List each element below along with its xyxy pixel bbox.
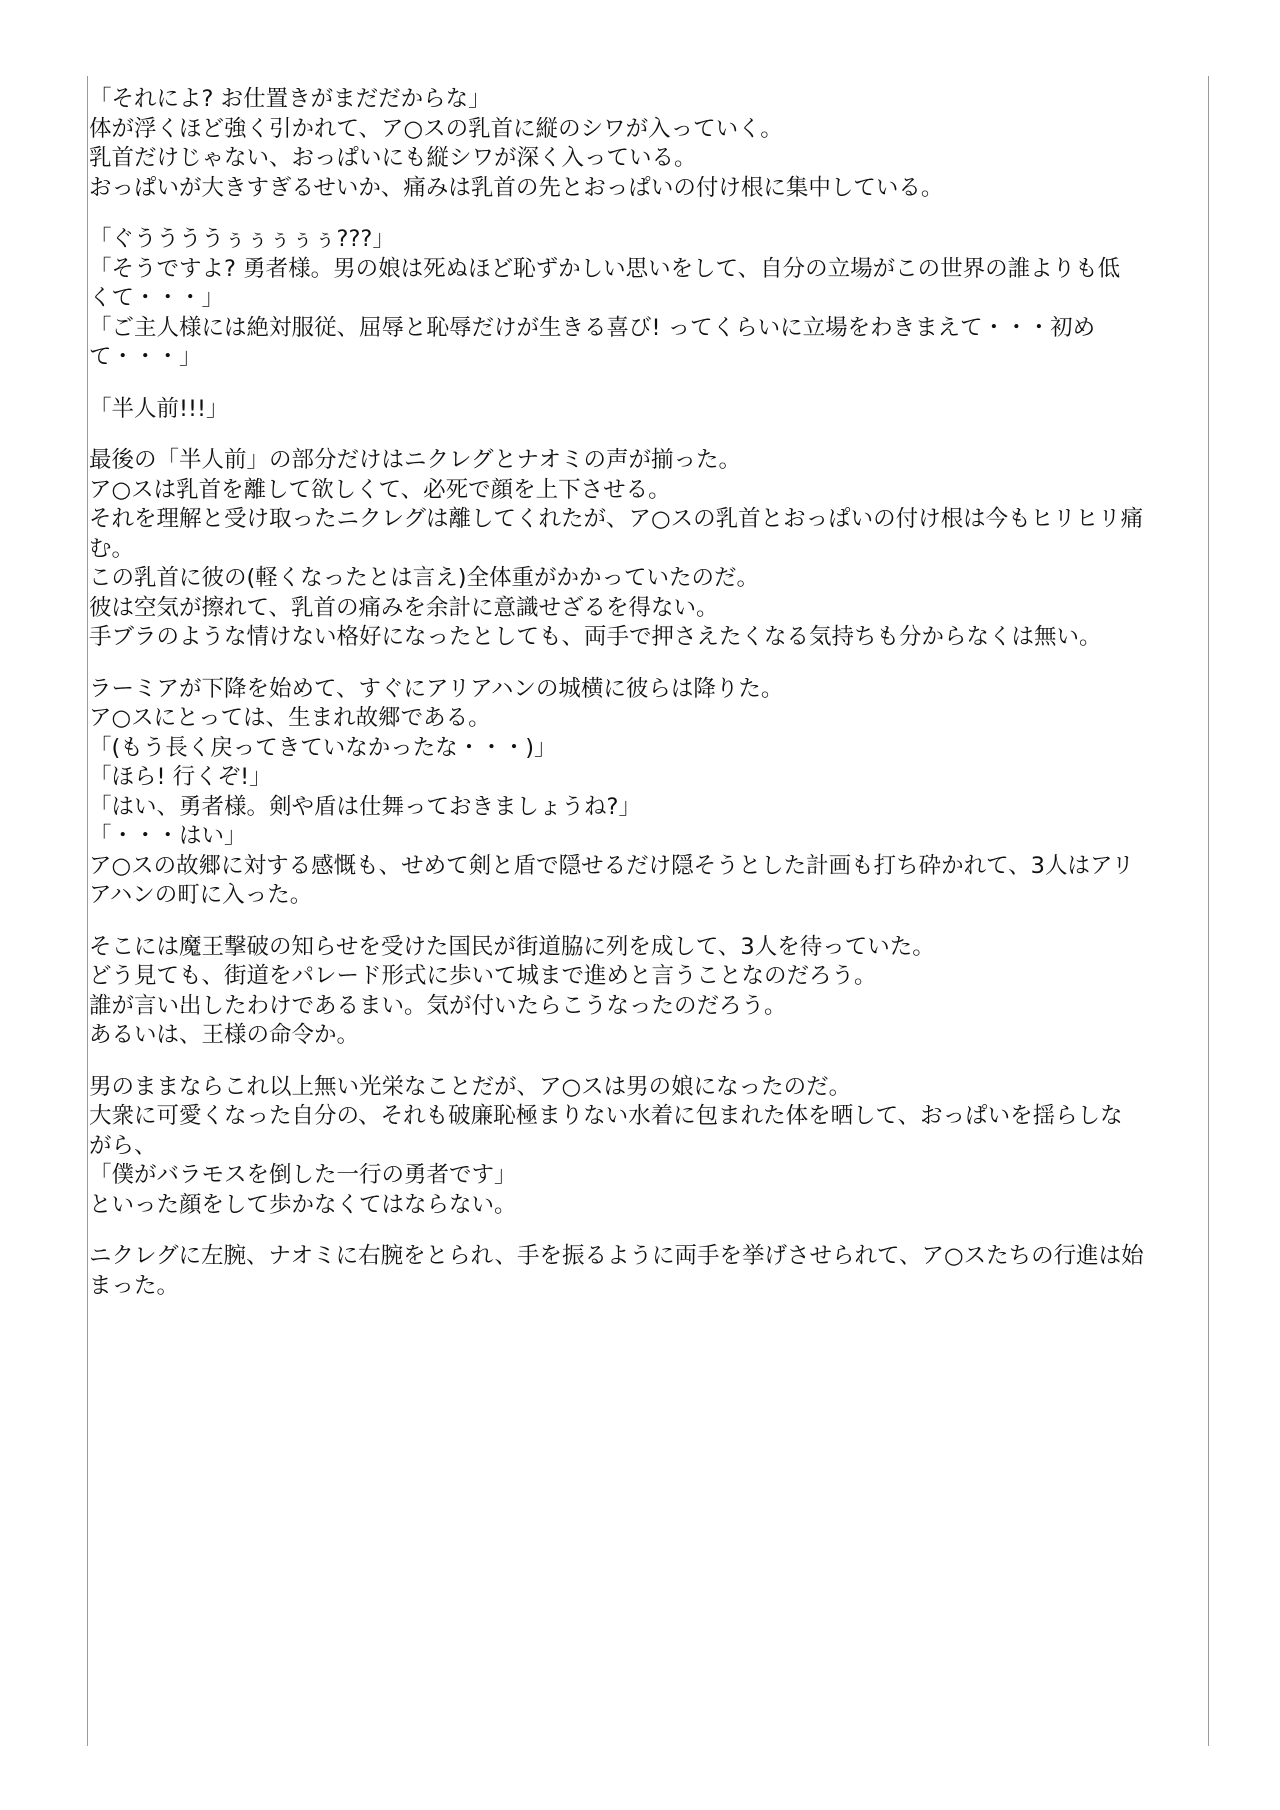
text-line: ア○スの故郷に対する感慨も、せめて剣と盾で隠せるだけ隠そうとした計画も打ち砕かれて、3人はアリ <box>89 852 1135 879</box>
text-line: 「はい、勇者様。剣や盾は仕舞っておきましょうね?」 <box>89 793 641 820</box>
text-line: おっぱいが大きすぎるせいか、痛みは乳首の先とおっぱいの付け根に集中している。 <box>89 174 944 201</box>
text-line: 彼は空気が擦れて、乳首の痛みを余計に意識せざるを得ない。 <box>89 594 719 621</box>
paragraph <box>89 395 1207 425</box>
text-line: この乳首に彼の(軽くなったとは言え)全体重がかかっていたのだ。 <box>89 565 760 591</box>
text-line: そこには魔王撃破の知らせを受けた国民が街道脇に列を成して、3人を待っていた。 <box>89 933 935 960</box>
text-line: 乳首だけじゃない、おっぱいにも縦シワが深く入っている。 <box>89 145 697 171</box>
text-line: 「・・・はい」 <box>89 823 247 849</box>
paragraph <box>89 675 1207 911</box>
text-line: む。 <box>89 535 135 562</box>
text-line: 最後の「半人前」の部分だけはニクレグとナオミの声が揃った。 <box>89 447 742 473</box>
text-line: 「ほら! 行くぞ!」 <box>89 764 272 790</box>
text-line: といった顔をして歩かなくてはならない。 <box>89 1191 517 1218</box>
text-line: 男のままならこれ以上無い光栄なことだが、ア○スは男の娘になったのだ。 <box>89 1073 852 1100</box>
text-line: 「そうですよ? 勇者様。男の娘は死ぬほど恥ずかしい思いをして、自分の立場がこの世界の誰よりも低 <box>89 255 1121 282</box>
paragraph <box>89 85 1207 203</box>
paragraph <box>89 225 1207 373</box>
text-line: どう見ても、街道をパレード形式に歩いて城まで進めと言うことなのだろう。 <box>89 963 877 989</box>
text-line: ニクレグに左腕、ナオミに右腕をとられ、手を振るように両手を挙げさせられて、ア○スたちの行進は始 <box>89 1243 1144 1269</box>
text-line: 「ご主人様には絶対服従、屈辱と恥辱だけが生きる喜び! ってくらいに立場をわきまえて・・・初め <box>89 314 1096 341</box>
text-line: て・・・」 <box>89 344 202 370</box>
text-line: アハンの町に入った。 <box>89 882 313 908</box>
text-line: ア○スは乳首を離して欲しくて、必死で顔を上下させる。 <box>89 476 671 503</box>
text-line: あるいは、王様の命令か。 <box>89 1022 360 1048</box>
text-line: ア○スにとっては、生まれ故郷である。 <box>89 705 491 731</box>
text-line: 手ブラのような情けない格好になったとしても、両手で押さえたくなる気持ちも分からなくは無い。 <box>89 624 1102 650</box>
paragraph <box>89 446 1207 653</box>
paragraph <box>89 933 1207 1051</box>
text-line: 「僕がバラモスを倒した一行の勇者です」 <box>89 1162 517 1188</box>
text-line: 「ぐううううぅぅぅぅぅ???」 <box>89 226 395 252</box>
paragraph <box>89 1073 1207 1221</box>
text-line: 誰が言い出したわけであるまい。気が付いたらこうなったのだろう。 <box>89 992 787 1019</box>
text-line: くて・・・」 <box>89 285 225 311</box>
text-line: ラーミアが下降を始めて、すぐにアリアハンの城横に彼らは降りた。 <box>89 675 784 702</box>
document-body <box>89 85 1207 1323</box>
text-line: まった。 <box>89 1272 180 1299</box>
text-line: 「それによ? お仕置きがまだだからな」 <box>89 86 491 112</box>
text-line: がら、 <box>89 1132 157 1159</box>
text-line: 大衆に可愛くなった自分の、それも破廉恥極まりない水着に包まれた体を晒して、おっぱいを揺らしな <box>89 1103 1123 1129</box>
paragraph <box>89 1242 1207 1301</box>
text-line: 「(もう長く戻ってきていなかったな・・・)」 <box>89 734 557 761</box>
text-line: 体が浮くほど強く引かれて、ア○スの乳首に縦のシワが入っていく。 <box>89 115 783 142</box>
text-line: それを理解と受け取ったニクレグは離してくれたが、ア○スの乳首とおっぱいの付け根は今もヒリヒリ痛 <box>89 506 1144 532</box>
text-line: 「半人前!!!」 <box>89 395 229 422</box>
